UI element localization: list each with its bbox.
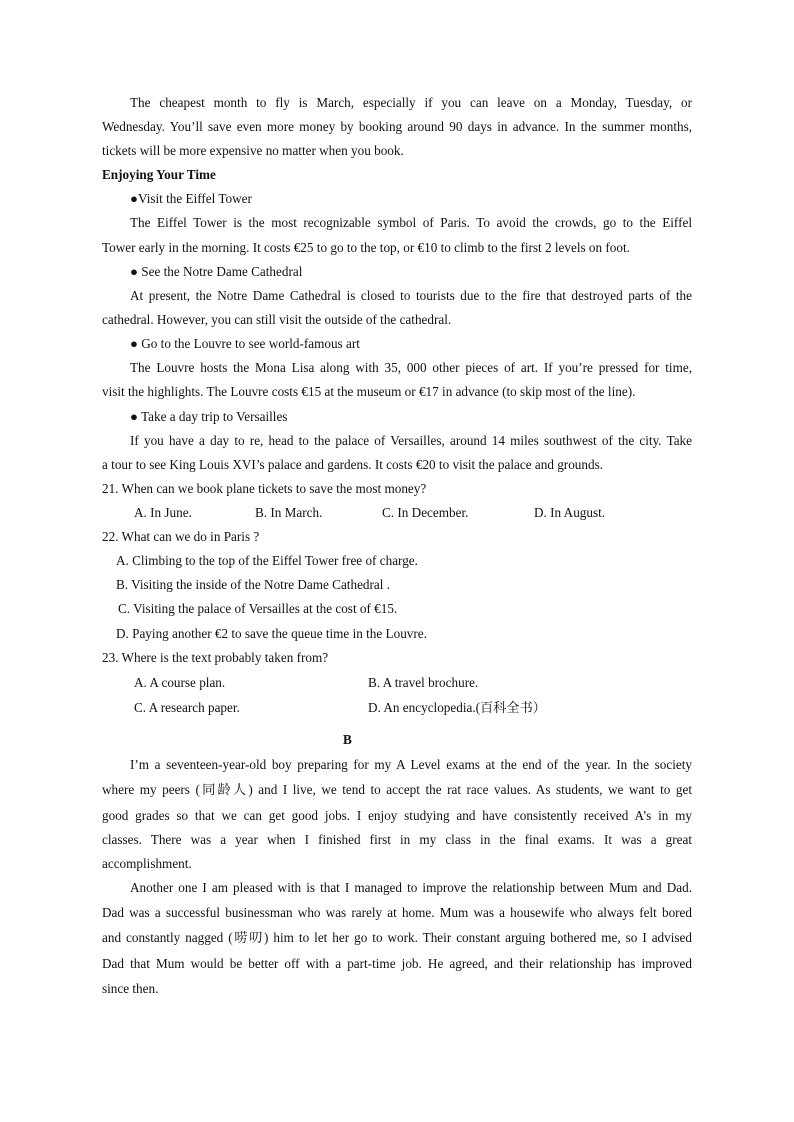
b-para1-line-1: I’m a seventeen-year-old boy preparing for my A Level exams at the end of the year. In the society xyxy=(130,757,692,772)
versailles-line-1: If you have a day to re, head to the palace of Versailles, around 14 miles southwest of the city. Take xyxy=(130,433,692,448)
versailles-heading: ● Take a day trip to Versailles xyxy=(130,409,288,424)
b-para1-line-4: classes. There was a year when I finished first in my class in the final exams. It was a great xyxy=(102,832,692,847)
b-para1-line-3: good grades so that we can get good jobs. I enjoy studying and have consistently received A’s in my xyxy=(102,808,692,823)
louvre-line-1: The Louvre hosts the Mona Lisa along with 35, 000 other pieces of art. If you’re pressed for time, xyxy=(130,360,692,375)
q22-option-a: A. Climbing to the top of the Eiffel Tower free of charge. xyxy=(116,553,418,568)
versailles-line-2: a tour to see King Louis XVI’s palace and gardens. It costs €20 to visit the palace and grounds. xyxy=(102,457,604,472)
q22-stem: 22. What can we do in Paris ? xyxy=(102,529,260,544)
q21-option-a: A. In June. xyxy=(134,505,192,520)
q21-option-d: D. In August. xyxy=(534,505,606,520)
b-para2-line-4: Dad that Mum would be better off with a part-time job. He agreed, and their relationship has improved xyxy=(102,956,692,971)
notre-dame-heading: ● See the Notre Dame Cathedral xyxy=(130,264,303,279)
eiffel-line-1: The Eiffel Tower is the most recognizable symbol of Paris. To avoid the crowds, go to the Eiffel xyxy=(130,215,692,230)
q22-option-d: D. Paying another €2 to save the queue time in the Louvre. xyxy=(116,626,427,641)
q23-option-c: C. A research paper. xyxy=(134,700,240,715)
louvre-line-2: visit the highlights. The Louvre costs €15 at the museum or €17 in advance (to skip most of the line). xyxy=(102,384,636,399)
intro-line-3: tickets will be more expensive no matter when you book. xyxy=(102,143,404,158)
q22-option-b: B. Visiting the inside of the Notre Dame Cathedral . xyxy=(116,577,391,592)
q23-stem: 23. Where is the text probably taken from? xyxy=(102,650,329,665)
eiffel-line-2: Tower early in the morning. It costs €25 to go to the top, or €10 to climb to the first 2 levels on foot. xyxy=(102,240,630,255)
eiffel-heading: ●Visit the Eiffel Tower xyxy=(130,191,252,206)
q21-option-b: B. In March. xyxy=(255,505,323,520)
b-para2-line-2: Dad was a successful businessman who was rarely at home. Mum was a housewife who always felt bored xyxy=(102,905,692,920)
q23-option-d: D. An encyclopedia.(百科全书） xyxy=(368,700,546,715)
intro-line-1: The cheapest month to fly is March, especially if you can leave on a Monday, Tuesday, or xyxy=(130,95,692,110)
q22-option-c: C. Visiting the palace of Versailles at the cost of €15. xyxy=(118,601,398,616)
q21-stem: 21. When can we book plane tickets to save the most money? xyxy=(102,481,427,496)
intro-line-2: Wednesday. You’ll save even more money by booking around 90 days in advance. In the summer months, xyxy=(102,119,692,134)
louvre-heading: ● Go to the Louvre to see world-famous art xyxy=(130,336,360,351)
section-heading: Enjoying Your Time xyxy=(102,167,216,182)
b-para2-line-1: Another one I am pleased with is that I managed to improve the relationship between Mum and Dad. xyxy=(130,880,692,895)
b-para1-line-5: accomplishment. xyxy=(102,856,192,871)
b-para2-line-3: and constantly nagged (唠叨) him to let her go to work. Their constant arguing bothered me, so I advised xyxy=(102,930,692,945)
b-para1-line-2: where my peers (同龄人) and I live, we tend to accept the rat race values. As students, we want to get xyxy=(102,782,692,797)
notre-dame-line-1: At present, the Notre Dame Cathedral is closed to tourists due to the fire that destroyed parts of the xyxy=(130,288,692,303)
passage-b-heading: B xyxy=(343,732,352,747)
q21-option-c: C. In December. xyxy=(382,505,469,520)
b-para2-line-5: since then. xyxy=(102,981,159,996)
q23-option-b: B. A travel brochure. xyxy=(368,675,479,690)
q23-option-a: A. A course plan. xyxy=(134,675,226,690)
notre-dame-line-2: cathedral. However, you can still visit the outside of the cathedral. xyxy=(102,312,452,327)
